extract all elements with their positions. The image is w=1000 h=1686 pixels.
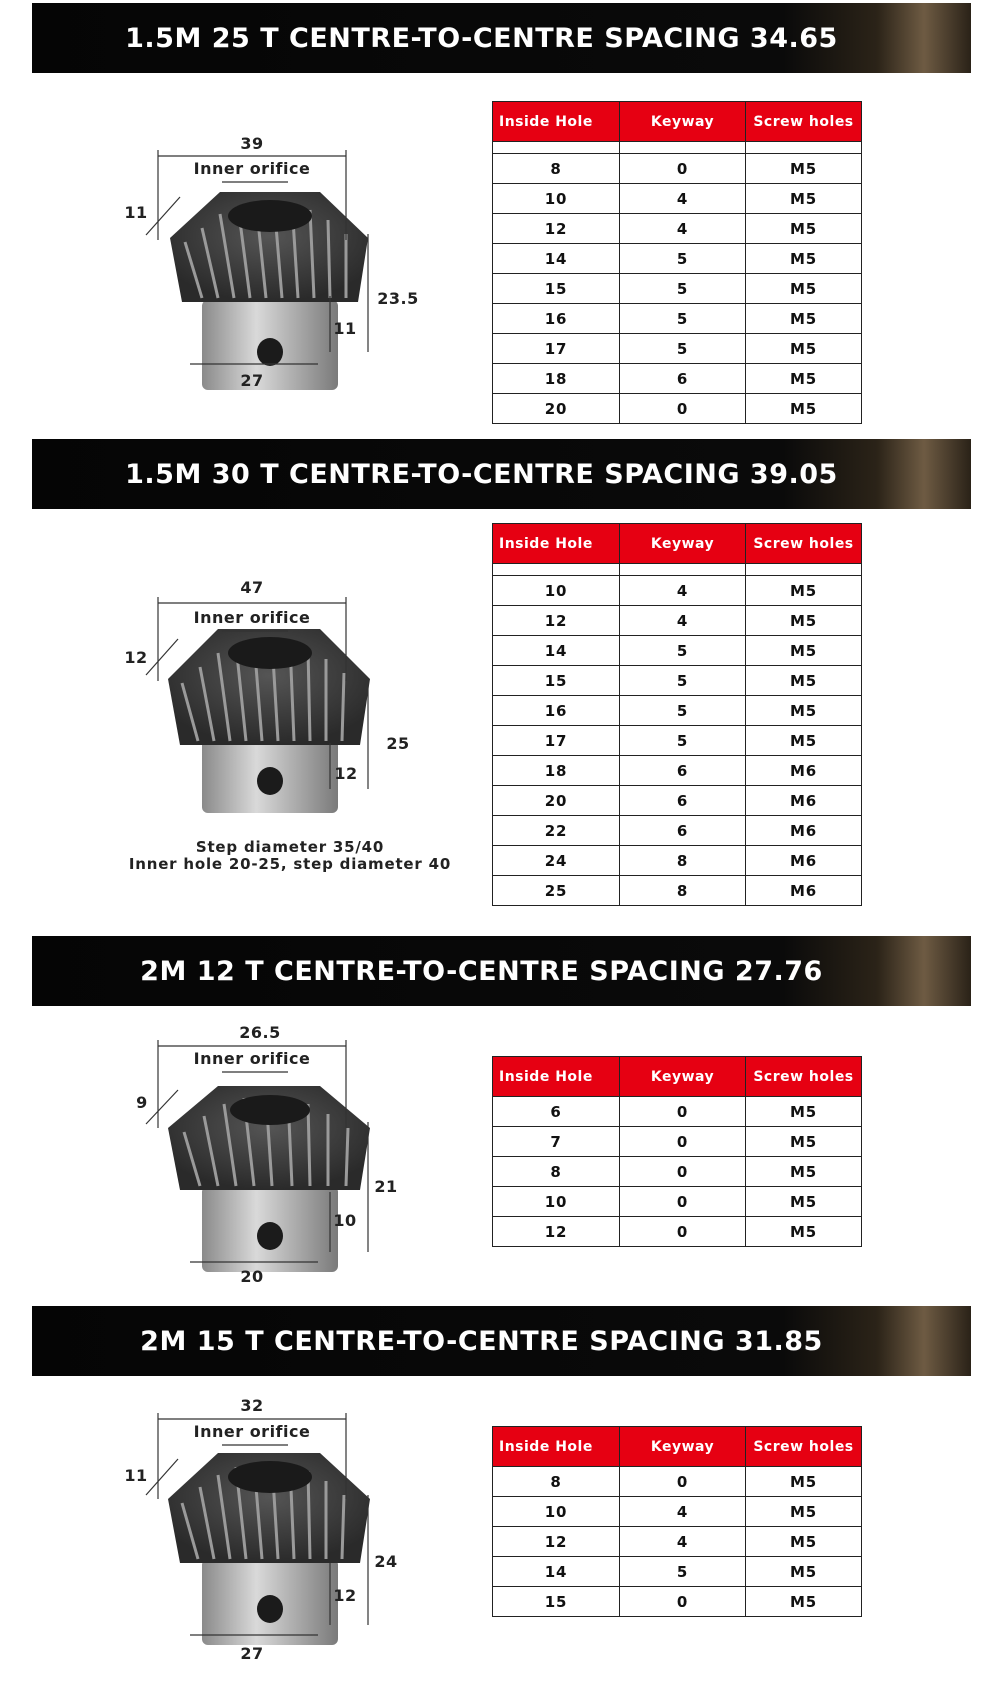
table-row [493, 1187, 862, 1217]
cell-screw-holes: M5 [746, 1187, 862, 1217]
cell-inside-hole: 14 [493, 636, 620, 666]
dim-top: 26.5 [239, 1023, 281, 1042]
cell-keyway: 0 [620, 1217, 746, 1247]
cell-screw-holes: M5 [746, 1097, 862, 1127]
section-2-gear-drawing [110, 567, 450, 837]
cell-keyway: 6 [620, 364, 746, 394]
dim-bottom: 27 [240, 371, 264, 390]
cell-keyway: 0 [620, 1467, 746, 1497]
cell-inside-hole: 10 [493, 1497, 620, 1527]
table-row [493, 304, 862, 334]
table-row [493, 1557, 862, 1587]
cell-keyway: 5 [620, 696, 746, 726]
cell-inside-hole: 8 [493, 1157, 620, 1187]
dim-inner: Inner orifice [193, 1049, 311, 1068]
dim-hub: 12 [334, 764, 358, 783]
dim-top: 32 [240, 1396, 264, 1415]
cell-keyway: 8 [620, 846, 746, 876]
section-3-banner [32, 936, 971, 1006]
section-1-table [492, 101, 862, 424]
table-header-row [493, 1057, 862, 1097]
col-screw-holes: Screw holes [746, 1427, 862, 1467]
step-note-line-1: Step diameter 35/40 [195, 838, 385, 856]
section-3-title: 2M 12 T CENTRE-TO-CENTRE SPACING 27.76 [140, 955, 823, 987]
section-4-title: 2M 15 T CENTRE-TO-CENTRE SPACING 31.85 [140, 1325, 823, 1357]
cell-inside-hole: 20 [493, 786, 620, 816]
cell-inside-hole: 24 [493, 846, 620, 876]
col-keyway: Keyway [620, 1057, 746, 1097]
cell-inside-hole: 10 [493, 1187, 620, 1217]
table-row [493, 576, 862, 606]
cell-inside-hole: 18 [493, 364, 620, 394]
section-4-banner [32, 1306, 971, 1376]
cell-screw-holes: M5 [746, 334, 862, 364]
cell-inside-hole: 8 [493, 1467, 620, 1497]
table-row [493, 1097, 862, 1127]
cell-inside-hole: 17 [493, 726, 620, 756]
cell-screw-holes: M5 [746, 244, 862, 274]
dim-height: 23.5 [377, 289, 419, 308]
section-1-gear-drawing [110, 130, 450, 430]
cell-screw-holes: M6 [746, 846, 862, 876]
section-1-banner [32, 3, 971, 73]
section-1-rows [493, 142, 862, 424]
section-2-rows [493, 564, 862, 906]
dim-tooth: 12 [124, 648, 148, 667]
cell-inside-hole: 7 [493, 1127, 620, 1157]
table-header-row [493, 1427, 862, 1467]
dim-height: 21 [374, 1177, 398, 1196]
cell-keyway: 5 [620, 304, 746, 334]
col-screw-holes: Screw holes [746, 1057, 862, 1097]
table-row [493, 876, 862, 906]
cell-screw-holes: M5 [746, 184, 862, 214]
cell-keyway: 6 [620, 816, 746, 846]
cell-screw-holes: M5 [746, 1157, 862, 1187]
col-screw-holes: Screw holes [746, 102, 862, 142]
cell-inside-hole: 22 [493, 816, 620, 846]
table-row [493, 666, 862, 696]
cell-screw-holes: M5 [746, 364, 862, 394]
cell-keyway: 5 [620, 666, 746, 696]
cell-screw-holes: M5 [746, 1527, 862, 1557]
section-2-step-note [100, 839, 480, 873]
cell-inside-hole: 17 [493, 334, 620, 364]
cell-keyway: 0 [620, 1187, 746, 1217]
cell-inside-hole: 12 [493, 1217, 620, 1247]
table-row [493, 214, 862, 244]
cell-inside-hole: 6 [493, 1097, 620, 1127]
col-inside-hole: Inside Hole [493, 1427, 620, 1467]
cell-screw-holes: M6 [746, 786, 862, 816]
section-1-title: 1.5M 25 T CENTRE-TO-CENTRE SPACING 34.65 [125, 22, 838, 54]
cell-screw-holes: M6 [746, 876, 862, 906]
cell-inside-hole: 14 [493, 1557, 620, 1587]
dim-inner: Inner orifice [193, 608, 311, 627]
cell-keyway: 0 [620, 154, 746, 184]
cell-keyway: 5 [620, 334, 746, 364]
table-row [493, 726, 862, 756]
section-3-rows [493, 1097, 862, 1247]
cell-inside-hole: 12 [493, 606, 620, 636]
cell-keyway: 5 [620, 726, 746, 756]
cell-screw-holes: M5 [746, 1587, 862, 1617]
dim-bottom: 20 [240, 1267, 264, 1286]
cell-inside-hole: 16 [493, 304, 620, 334]
col-inside-hole: Inside Hole [493, 524, 620, 564]
cell-keyway: 8 [620, 876, 746, 906]
section-2-title: 1.5M 30 T CENTRE-TO-CENTRE SPACING 39.05 [125, 458, 838, 490]
cell-keyway: 4 [620, 576, 746, 606]
cell-screw-holes: M5 [746, 154, 862, 184]
cell-screw-holes: M5 [746, 274, 862, 304]
section-4-gear-drawing [110, 1387, 450, 1677]
dim-hub: 10 [333, 1211, 357, 1230]
section-2-banner [32, 439, 971, 509]
cell-inside-hole: 16 [493, 696, 620, 726]
cell-inside-hole: 15 [493, 274, 620, 304]
step-note-line-2: Inner hole 20-25, step diameter 40 [128, 855, 452, 873]
dim-bottom: 27 [240, 1644, 264, 1663]
cell-screw-holes: M5 [746, 726, 862, 756]
col-keyway: Keyway [620, 102, 746, 142]
set-screw-hole [257, 338, 283, 366]
cell-inside-hole: 15 [493, 1587, 620, 1617]
table-row [493, 786, 862, 816]
dim-top: 39 [240, 134, 264, 153]
section-2-table [492, 523, 862, 906]
cell-keyway: 0 [620, 1127, 746, 1157]
dim-top: 47 [240, 578, 264, 597]
table-row [493, 606, 862, 636]
cell-screw-holes: M5 [746, 636, 862, 666]
cell-screw-holes: M5 [746, 304, 862, 334]
cell-screw-holes: M6 [746, 756, 862, 786]
dim-tooth: 11 [124, 203, 148, 222]
cell-screw-holes: M5 [746, 666, 862, 696]
table-row [493, 154, 862, 184]
cell-inside-hole: 20 [493, 394, 620, 424]
table-row [493, 846, 862, 876]
cell-screw-holes: M5 [746, 394, 862, 424]
col-keyway: Keyway [620, 524, 746, 564]
cell-keyway: 6 [620, 786, 746, 816]
table-row [493, 1217, 862, 1247]
cell-keyway: 5 [620, 274, 746, 304]
table-row [493, 816, 862, 846]
cell-inside-hole: 18 [493, 756, 620, 786]
table-row [493, 1157, 862, 1187]
col-inside-hole: Inside Hole [493, 1057, 620, 1097]
table-row [493, 1127, 862, 1157]
cell-inside-hole: 10 [493, 184, 620, 214]
cell-screw-holes: M5 [746, 1217, 862, 1247]
cell-inside-hole: 14 [493, 244, 620, 274]
cell-keyway: 4 [620, 1527, 746, 1557]
cell-keyway: 4 [620, 606, 746, 636]
table-row [493, 1527, 862, 1557]
cell-inside-hole: 12 [493, 214, 620, 244]
cell-screw-holes: M6 [746, 816, 862, 846]
dim-inner: Inner orifice [193, 159, 311, 178]
table-row [493, 1467, 862, 1497]
cell-screw-holes: M5 [746, 1467, 862, 1497]
cell-screw-holes: M5 [746, 1557, 862, 1587]
section-3-gear-drawing [110, 1018, 450, 1288]
cell-screw-holes: M5 [746, 1497, 862, 1527]
cell-keyway: 5 [620, 636, 746, 666]
cell-keyway: 4 [620, 184, 746, 214]
cell-keyway: 4 [620, 214, 746, 244]
table-row [493, 274, 862, 304]
cell-screw-holes: M5 [746, 606, 862, 636]
cell-keyway: 0 [620, 394, 746, 424]
cell-screw-holes: M5 [746, 576, 862, 606]
dim-hub: 12 [333, 1586, 357, 1605]
cell-keyway: 0 [620, 1097, 746, 1127]
table-row [493, 364, 862, 394]
dim-hub: 11 [333, 319, 357, 338]
inner-bore [228, 200, 312, 232]
section-3-table [492, 1056, 862, 1247]
table-header-row [493, 524, 862, 564]
table-row [493, 334, 862, 364]
table-row [493, 394, 862, 424]
cell-inside-hole: 8 [493, 154, 620, 184]
cell-screw-holes: M5 [746, 214, 862, 244]
cell-keyway: 5 [620, 1557, 746, 1587]
dim-tooth: 11 [124, 1466, 148, 1485]
col-inside-hole: Inside Hole [493, 102, 620, 142]
cell-keyway: 0 [620, 1157, 746, 1187]
table-header-row [493, 102, 862, 142]
table-row [493, 696, 862, 726]
table-row [493, 184, 862, 214]
table-row [493, 1497, 862, 1527]
section-4-rows [493, 1467, 862, 1617]
cell-keyway: 6 [620, 756, 746, 786]
cell-screw-holes: M5 [746, 696, 862, 726]
cell-keyway: 0 [620, 1587, 746, 1617]
table-row [493, 244, 862, 274]
cell-inside-hole: 10 [493, 576, 620, 606]
section-4-table [492, 1426, 862, 1617]
table-row [493, 636, 862, 666]
cell-screw-holes: M5 [746, 1127, 862, 1157]
cell-inside-hole: 15 [493, 666, 620, 696]
dim-height: 24 [374, 1552, 398, 1571]
dim-tooth: 9 [136, 1093, 148, 1112]
dim-inner: Inner orifice [193, 1422, 311, 1441]
col-screw-holes: Screw holes [746, 524, 862, 564]
cell-inside-hole: 12 [493, 1527, 620, 1557]
cell-keyway: 4 [620, 1497, 746, 1527]
table-row [493, 1587, 862, 1617]
table-row [493, 756, 862, 786]
cell-inside-hole: 25 [493, 876, 620, 906]
cell-keyway: 5 [620, 244, 746, 274]
dim-height: 25 [386, 734, 410, 753]
col-keyway: Keyway [620, 1427, 746, 1467]
